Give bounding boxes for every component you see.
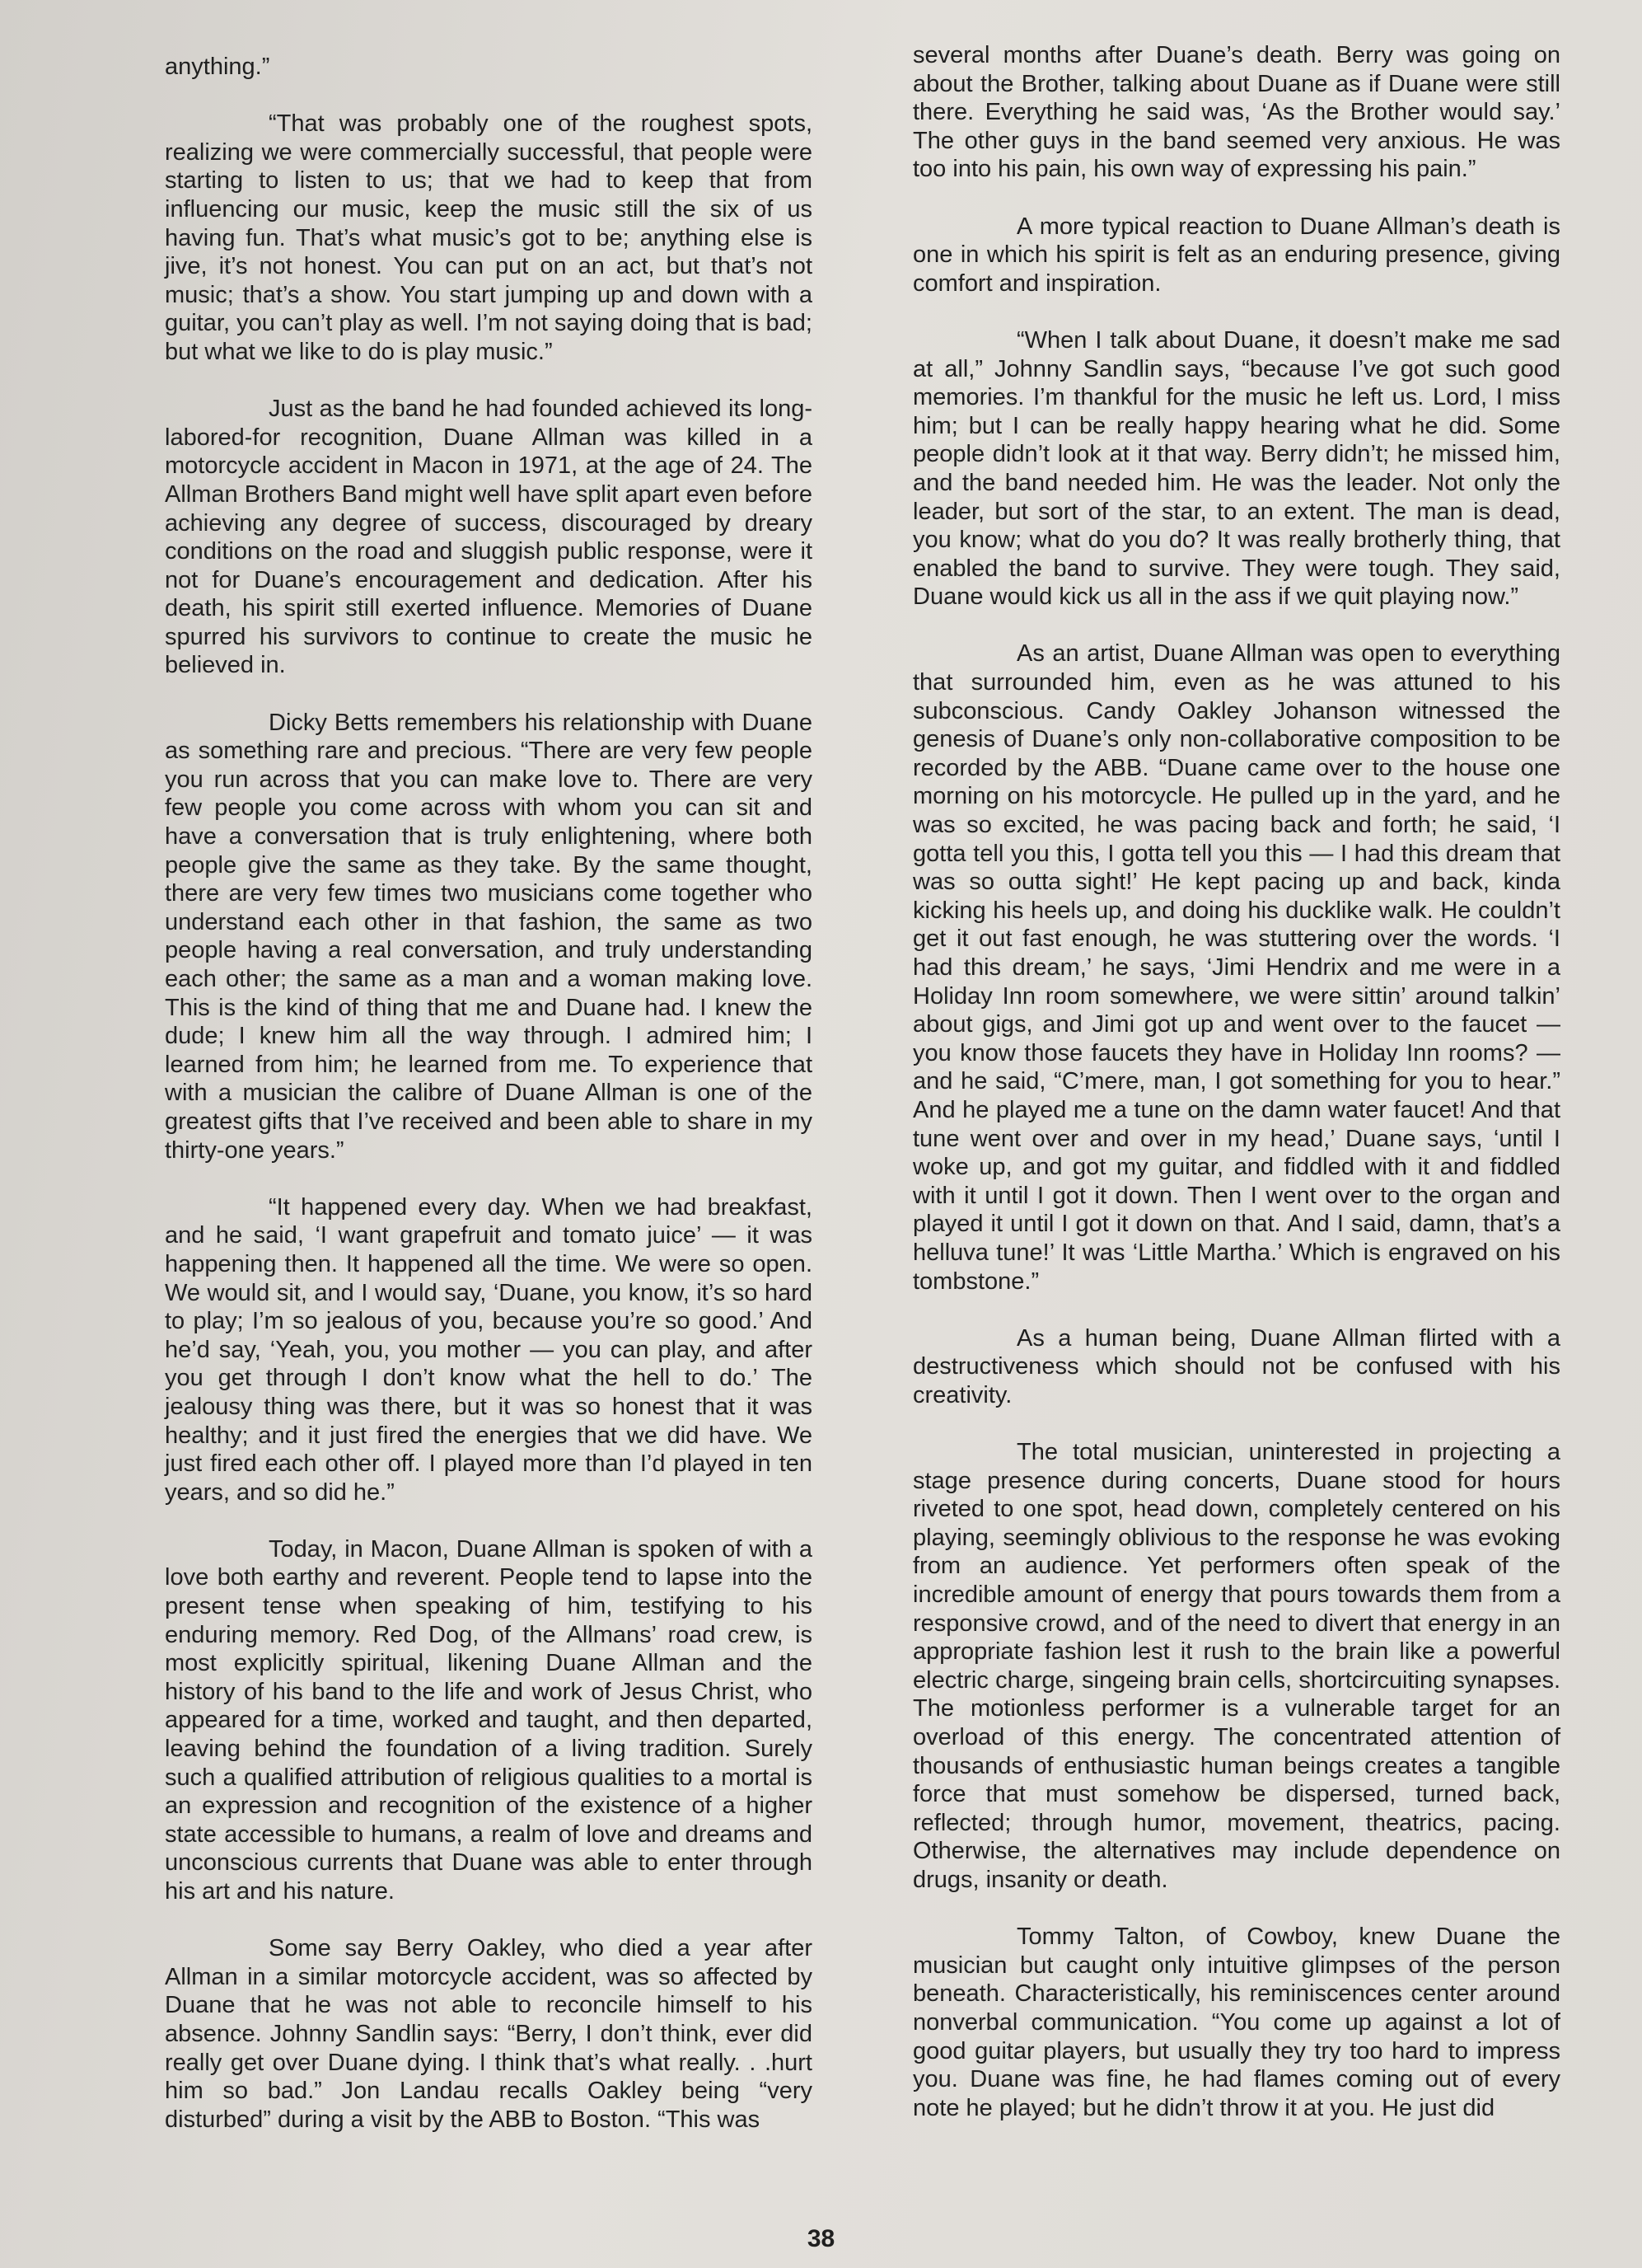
paragraph: Some say Berry Oakley, who died a year after Allman in a similar motorcycle accident, was so affected by Duane that he was not able to reconcile himself to his absence. Johnny Sandlin says: “Berry, I don’t think, ever did really get over Duane dying. I think that’s what really. . .hurt him so bad.” Jon Landau recalls Oakley being “very disturbed” during a visit by the ABB to Boston. “This was [165, 1935, 812, 2133]
paragraph: Dicky Betts remembers his relationship with Duane as something rare and precious. “There are very few people you run across that you can make love to. There are very few people you come across with whom you can sit and have a conversation that is truly enlightening, where both people give the same as they take. By the same thought, there are very few times two musicians come together who understand each other in that fashion, the same as two people having a real conversation, and truly understanding each other; the same as a man and a woman making love. This is the kind of thing that me and Duane had. I knew the dude; I knew him all the way through. I admired him; I learned from him; he learned from me. To experience that with a musician the calibre of Duane Allman is one of the greatest gifts that I’ve received and been able to share in my thirty-one years.” [165, 709, 812, 1164]
right-column [913, 41, 1560, 2151]
paragraph: As a human being, Duane Allman flirted with a destructiveness which should not be confused with his creativity. [913, 1324, 1560, 1408]
paragraph: A more typical reaction to Duane Allman’s death is one in which his spirit is felt as an enduring presence, giving comfort and inspiration. [913, 213, 1560, 297]
paragraph: “That was probably one of the roughest spots, realizing we were commercially successful, that people were starting to listen to us; that we had to keep that from influencing our music, keep the music still the six of us having fun. That’s what music’s got to be; anything else is jive, it’s not honest. You can put on an act, but that’s not music; that’s a show. You start jumping up and down with a guitar, you can’t play as well. I’m not saying doing that is bad; but what we like to do is play music.” [165, 110, 812, 365]
paragraph: Tommy Talton, of Cowboy, knew Duane the musician but caught only intuitive glimpses of the person beneath. Characteristically, his reminiscences center around nonverbal communication. “You come up against a lot of good guitar players, but usually they try too hard to impress you. Duane was fine, he had flames coming out of every note he played; but he didn’t throw it at you. He just did [913, 1924, 1560, 2121]
paragraph: “When I talk about Duane, it doesn’t make me sad at all,” Johnny Sandlin says, “because I’ve got such good memories. I’m thankful for the music he left us. Lord, I miss him; but I can be really happy hearing what he did. Some people didn’t look at it that way. Berry didn’t; he missed him, and the band needed him. He was the leader. Not only the leader, but sort of the star, to an extent. The man is dead, you know; what do you do? It was really brotherly thing, that enabled the band to survive. They were tough. They said, Duane would kick us all in the ass if we quit playing now.” [913, 326, 1560, 611]
paragraph: Just as the band he had founded achieved its long-labored-for recognition, Duane Allman was killed in a motorcycle accident in Macon in 1971, at the age of 24. The Allman Brothers Band might well have split apart even before achieving any degree of success, discouraged by dreary conditions on the road and sluggish public response, were it not for Duane’s encouragement and dedication. After his death, his spirit still exerted influence. Memories of Duane spurred his survivors to continue to create the music he believed in. [165, 396, 812, 679]
page-number: 38 [807, 2225, 835, 2252]
paragraph: several months after Duane’s death. Berry was going on about the Brother, talking about Duane as if Duane were still there. Everything he said was, ‘As the Brother would say.’ The other guys in the band seemed very anxious. He was too into his pain, his own way of expressing his pain.” [913, 42, 1560, 183]
paragraph: Today, in Macon, Duane Allman is spoken of with a love both earthy and reverent. People tend to lapse into the present tense when speaking of him, testifying to his enduring memory. Red Dog, of the Allmans’ road crew, is most explicitly spiritual, likening Duane Allman and the history of his band to the life and work of Jesus Christ, who appeared for a time, worked and taught, and then departed, leaving behind the foundation of a living tradition. Surely such a qualified attribution of religious qualities to a mortal is an expression and recognition of the existence of a higher state accessible to humans, a realm of love and dreams and unconscious currents that Duane was able to enter through his art and his nature. [165, 1535, 812, 1905]
paragraph: “It happened every day. When we had breakfast, and he said, ‘I want grapefruit and tomato juice’ — it was happening then. It happened all the time. We were so open. We would sit, and I would say, ‘Duane, you know, it’s so hard to play; I’m so jealous of you, because you’re so good.’ And he’d say, ‘Yeah, you, you mother — you can play, and after you get through I don’t know what the hell to do.’ The jealousy thing was there, but it was so honest that it was healthy; and it just fired the energies that we did have. We just fired each other off. I played more than I’d played in ten years, and so did he.” [165, 1193, 812, 1506]
left-column [165, 53, 812, 2163]
paragraph: anything.” [165, 54, 270, 80]
paragraph: As an artist, Duane Allman was open to everything that surrounded him, even as he was attuned to his subconscious. Candy Oakley Johanson witnessed the genesis of Duane’s only non-collaborative composition to be recorded by the ABB. “Duane came over to the house one morning on his motorcycle. He pulled up in the yard, and he was so excited, he was pacing back and forth; he said, ‘I gotta tell you this, I gotta tell you this — I had this dream that was so outta sight!’ He kept pacing up and back, kinda kicking his heels up, and doing his ducklike walk. He couldn’t get it out fast enough, he was stuttering over the words. ‘I had this dream,’ he says, ‘Jimi Hendrix and me were in a Holiday Inn room somewhere, we were sittin’ around talkin’ about gigs, and Jimi got up and went over to the faucet — you know those faucets they have in Holiday Inn rooms? — and he said, “C’mere, man, I got something for you to hear.” And he played me a tune on the damn water faucet! And that tune went over and over in my head,’ Duane says, ‘until I woke up, and got my guitar, and fiddled with it and fiddled with it until I got it down. Then I went over to the organ and played it until I got it down on that. And I said, damn, that’s a helluva tune!’ It was ‘Little Martha.’ Which is engraved on his tombstone.” [913, 640, 1560, 1295]
paragraph: The total musician, uninterested in projecting a stage presence during concerts, Duane stood for hours riveted to one spot, head down, completely centered on his playing, seemingly oblivious to the response he was evoking from an audience. Yet performers often speak of the incredible amount of energy that pours towards them from a responsive crowd, and of the need to divert that energy in an appropriate fashion lest it rush to the brain like a powerful electric charge, singeing brain cells, shortcircuiting synapses. The motionless performer is a vulnerable target for an overload of this energy. The concentrated attention of thousands of enthusiastic human beings creates a tangible force that must somehow be dispersed, turned back, reflected; through humor, movement, theatrics, pacing. Otherwise, the alternatives may include dependence on drugs, insanity or death. [913, 1439, 1560, 1893]
